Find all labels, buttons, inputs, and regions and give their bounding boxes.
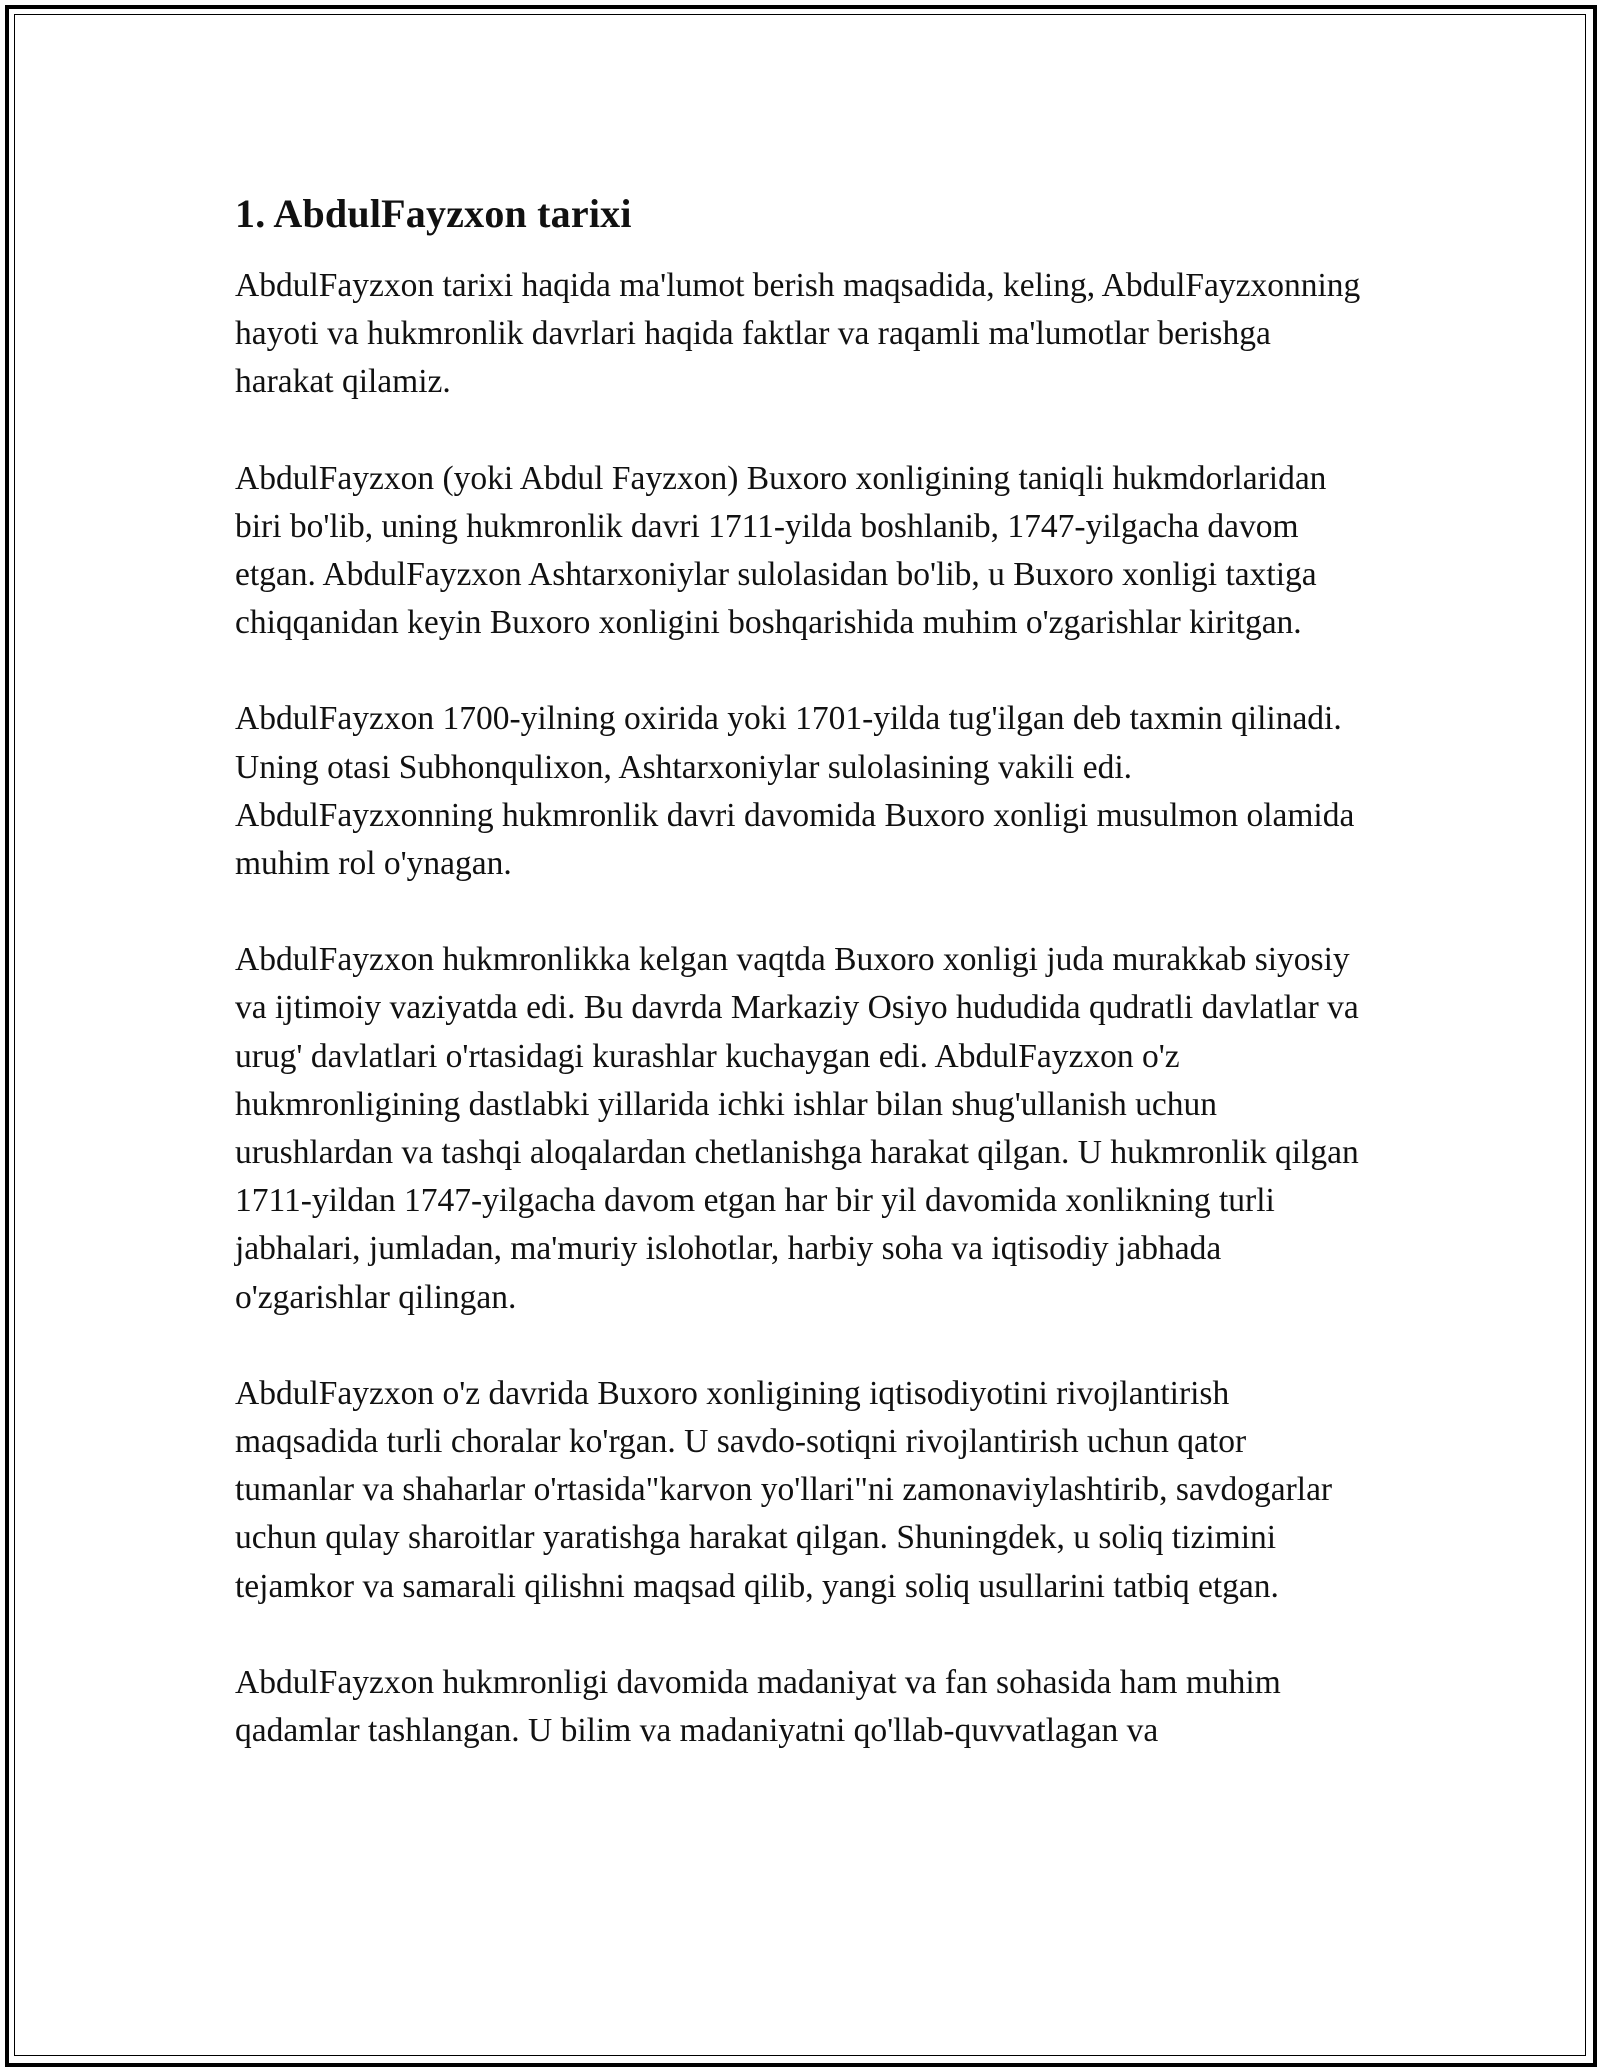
paragraph-political-situation: AbdulFayzxon hukmronlikka kelgan vaqtda Buxoro xonligi juda murakkab siyosiy va ijtimoiy vaziyatda edi. Bu davrda Markaziy Osiyo hududida qudratli davlatlar va urug' davlatlari o'rtasidagi kurashlar kuchaygan edi. AbdulFayzxon o'z hukmronligining dastlabki yillarida ichki ishlar bilan shug'ullanish uchun urushlardan va tashqi aloqalardan chetlanishga harakat qilgan. U hukmronlik qilgan 1711-yildan 1747-yilgacha davom etgan har bir yil davomida xonlikning turli jabhalari, jumladan, ma'muriy islohotlar, harbiy soha va iqtisodiy jabhada o'zgarishlar qilingan.	[235, 941, 1359, 1316]
paragraph-culture: AbdulFayzxon hukmronligi davomida madaniyat va fan sohasida ham muhim qadamlar tashlangan. U bilim va madaniyatni qo'llab-quvvatlagan va	[235, 1663, 1281, 1750]
paragraph-birth: AbdulFayzxon 1700-yilning oxirida yoki 1701-yilda tug'ilgan deb taxmin qilinadi. Uning otasi Subhonqulixon, Ashtarxoniylar sulolasining vakili edi. AbdulFayzxonning hukmronlik davri davomida Buxoro xonligi musulmon olamida muhim rol o'ynagan.	[235, 700, 1355, 883]
paragraph-intro: AbdulFayzxon tarixi haqida ma'lumot berish maqsadida, keling, AbdulFayzxonning hayoti va hukmronlik davrlari haqida faktlar va raqamli ma'lumotlar berishga harakat qilamiz.	[235, 267, 1361, 401]
document-body	[235, 188, 1370, 1803]
paragraph-reign: AbdulFayzxon (yoki Abdul Fayzxon) Buxoro xonligining taniqli hukmdorlaridan biri bo'lib, uning hukmronlik davri 1711-yilda boshlanib, 1747-yilgacha davom etgan. AbdulFayzxon Ashtarxoniylar sulolasidan bo'lib, u Buxoro xonligi taxtiga chiqqanidan keyin Buxoro xonligini boshqarishida muhim o'zgarishlar kiritgan.	[235, 459, 1327, 642]
section-heading: 1. AbdulFayzxon tarixi	[235, 191, 632, 236]
paragraph-economy: AbdulFayzxon o'z davrida Buxoro xonligining iqtisodiyotini rivojlantirish maqsadida turli choralar ko'rgan. U savdo-sotiqni rivojlantirish uchun qator tumanlar va shaharlar o'rtasida"karvon yo'llari"ni zamonaviylashtirib, savdogarlar uchun qulay sharoitlar yaratishga harakat qilgan. Shuningdek, u soliq tizimini tejamkor va samarali qilishni maqsad qilib, yangi soliq usullarini tatbiq etgan.	[235, 1374, 1333, 1605]
